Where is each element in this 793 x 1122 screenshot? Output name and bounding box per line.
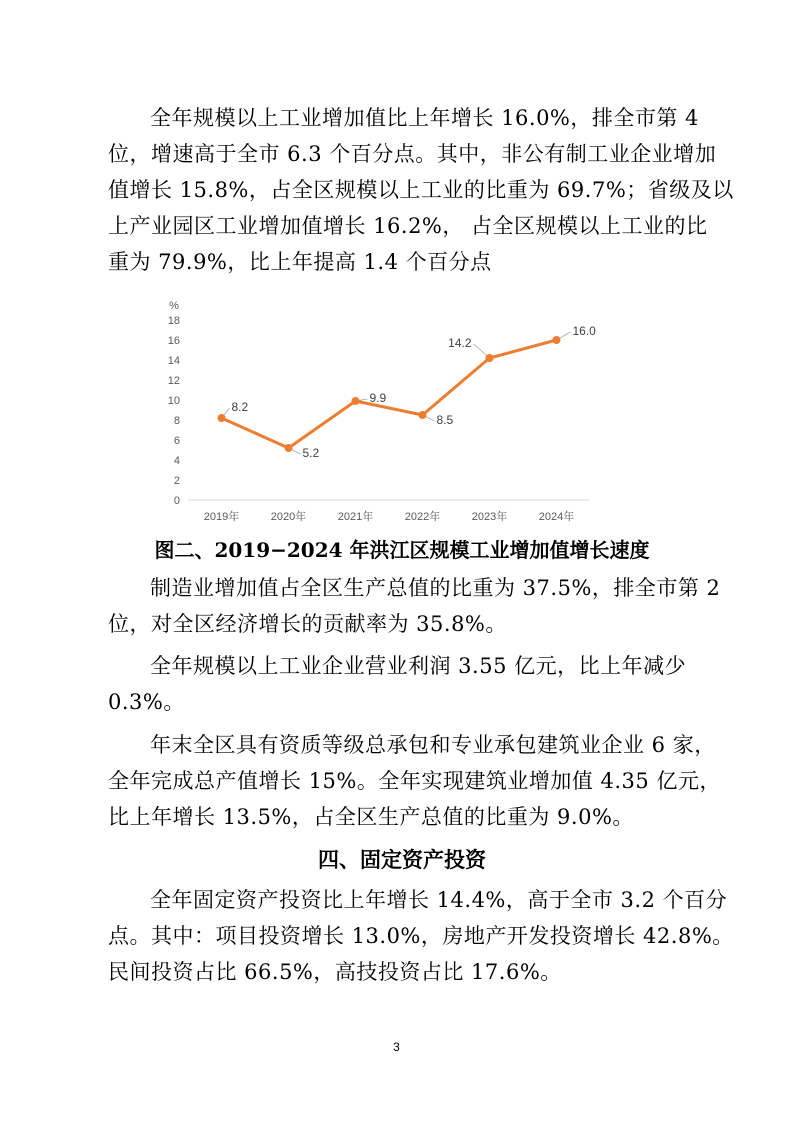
y-tick-label: 6 [173, 435, 180, 447]
y-tick-label: 4 [173, 455, 180, 467]
figure-caption: 图二、2019−2024 年洪江区规模工业增加值增长速度 [154, 538, 650, 562]
paragraph-construction [108, 727, 721, 835]
series-line [222, 340, 557, 448]
data-label: 14.2 [448, 336, 472, 350]
paragraph-line: 上产业园区工业增加值增长 16.2%， 占全区规模以上工业的比 [108, 214, 708, 238]
paragraph-line: 全年规模以上工业企业营业利润 3.55 亿元，比上年减少 [150, 654, 687, 678]
x-tick-label: 2021年 [337, 511, 374, 523]
data-label: 8.2 [231, 400, 249, 414]
section-heading: 四、固定资产投资 [318, 847, 486, 872]
paragraph-line: 全年完成总产值增长 15%。全年实现建筑业增加值 4.35 亿元， [108, 769, 721, 793]
data-point [553, 336, 561, 344]
x-tick-label: 2023年 [471, 511, 508, 523]
paragraph-line: 值增长 15.8%，占全区规模以上工业的比重为 69.7%；省级及以 [108, 178, 734, 202]
data-point [285, 444, 293, 452]
paragraph-line: 比上年增长 13.5%，占全区生产总值的比重为 9.0%。 [108, 805, 634, 829]
page-number: 3 [393, 1040, 400, 1054]
paragraph-line: 制造业增加值占全区生产总值的比重为 37.5%，排全市第 2 [150, 576, 721, 600]
data-label: 8.5 [436, 413, 454, 427]
y-tick-label: 18 [167, 315, 180, 327]
paragraph-line: 全年固定资产投资比上年增长 14.4%，高于全市 3.2 个百分 [150, 888, 728, 912]
x-tick-label: 2019年 [203, 511, 240, 523]
y-tick-label: 16 [167, 335, 180, 347]
paragraph-profit [108, 648, 696, 720]
y-tick-label: 12 [167, 375, 180, 387]
paragraph-line: 年末全区具有资质等级总承包和专业承包建筑业企业 6 家， [150, 733, 716, 757]
paragraph-line: 0.3%。 [108, 690, 185, 714]
data-point [218, 414, 226, 422]
y-tick-label: 14 [167, 355, 180, 367]
paragraph-line: 重为 79.9%，比上年提高 1.4 个百分点 [108, 250, 492, 274]
paragraph-line: 全年规模以上工业增加值比上年增长 16.0%，排全市第 4 [150, 106, 699, 130]
paragraph-line: 位，对全区经济增长的贡献率为 35.8%。 [108, 612, 507, 636]
x-tick-label: 2020年 [270, 511, 307, 523]
y-tick-label: 2 [173, 475, 180, 487]
paragraph-fixed-investment [108, 882, 734, 990]
x-tick-label: 2024年 [538, 511, 575, 523]
data-label: 5.2 [302, 446, 320, 460]
y-axis-unit-label: % [169, 300, 179, 312]
data-label: 16.0 [572, 324, 596, 338]
paragraph-line: 位，增速高于全市 6.3 个百分点。其中，非公有制工业企业增加 [108, 142, 717, 166]
y-tick-label: 10 [167, 395, 180, 407]
x-tick-label: 2022年 [404, 511, 441, 523]
y-tick-label: 8 [173, 415, 180, 427]
data-point [419, 411, 427, 419]
paragraph-industrial-growth [108, 100, 734, 280]
paragraph-manufacturing [108, 570, 721, 642]
paragraph-line: 民间投资占比 66.5%，高技投资占比 17.6%。 [108, 960, 562, 984]
y-tick-label: 0 [173, 495, 180, 507]
data-point [352, 397, 360, 405]
industrial-growth-line-chart [150, 295, 610, 530]
data-point [486, 354, 494, 362]
paragraph-line: 点。其中：项目投资增长 13.0%，房地产开发投资增长 42.8%。 [108, 924, 734, 948]
data-label: 9.9 [369, 391, 387, 405]
